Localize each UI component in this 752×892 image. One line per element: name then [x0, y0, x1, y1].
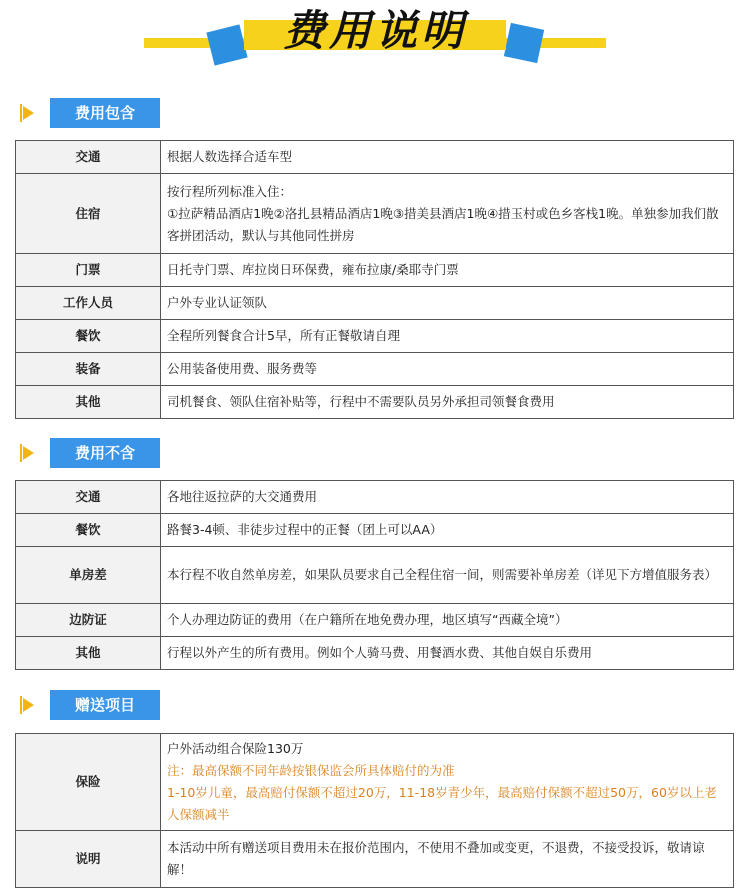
gifts-table — [15, 733, 734, 888]
table-row — [16, 604, 734, 637]
row-key: 交通 — [16, 481, 161, 514]
page-title: 费用说明 — [282, 6, 467, 55]
table-row — [16, 637, 734, 670]
row-value-line: 按行程所列标准入住： — [167, 183, 293, 199]
insurance-note: 注：最高保额不同年龄按银保监会所具体赔付的为准 — [167, 763, 455, 778]
row-value: 司机餐食、领队住宿补贴等，行程中不需要队员另外承担司领餐食费用 — [161, 386, 734, 419]
row-key: 其他 — [16, 637, 161, 670]
row-value: 户外专业认证领队 — [161, 287, 734, 320]
row-key: 其他 — [16, 386, 161, 419]
row-value: 公用装备使用费、服务费等 — [161, 353, 734, 386]
table-row — [16, 320, 734, 353]
table-row — [16, 831, 734, 888]
table-row — [16, 254, 734, 287]
row-value: 日托寺门票、库拉岗日环保费，雍布拉康/桑耶寺门票 — [161, 254, 734, 287]
section-label: 费用不含 — [50, 438, 160, 468]
row-key: 边防证 — [16, 604, 161, 637]
row-key: 单房差 — [16, 547, 161, 604]
row-key: 住宿 — [16, 174, 161, 254]
insurance-age-limits: 1-10岁儿童，最高赔付保额不超过20万，11-18岁青少年，最高赔付保额不超过50万，60岁以上老人保额减半 — [167, 785, 717, 822]
row-key: 说明 — [16, 831, 161, 888]
table-row — [16, 514, 734, 547]
row-key: 工作人员 — [16, 287, 161, 320]
table-row — [16, 174, 734, 254]
row-value — [161, 734, 734, 831]
section-label: 赠送项目 — [50, 690, 160, 720]
row-value — [161, 174, 734, 254]
section-label: 费用包含 — [50, 98, 160, 128]
table-row — [16, 547, 734, 604]
table-row — [16, 734, 734, 831]
play-arrow-icon — [18, 444, 36, 462]
row-value: 本活动中所有赠送项目费用未在报价范围内，不使用不叠加或变更，不退费，不接受投诉，敬请谅解！ — [161, 831, 734, 888]
banner-square-left — [206, 24, 247, 65]
insurance-amount: 户外活动组合保险130万 — [167, 741, 304, 756]
table-row — [16, 353, 734, 386]
row-key: 餐饮 — [16, 320, 161, 353]
row-value: 全程所列餐食合计5早，所有正餐敬请自理 — [161, 320, 734, 353]
row-key: 装备 — [16, 353, 161, 386]
row-value: 本行程不收自然单房差，如果队员要求自己全程住宿一间，则需要补单房差（详见下方增值服务表） — [161, 547, 734, 604]
row-value-line: ①拉萨精品酒店1晚②洛扎县精品酒店1晚③措美县酒店1晚④措玉村或色乡客栈1晚。单独参加我们散客拼团活动，默认与其他同性拼房 — [167, 205, 719, 243]
row-key: 保险 — [16, 734, 161, 831]
row-key: 餐饮 — [16, 514, 161, 547]
row-value: 根据人数选择合适车型 — [161, 141, 734, 174]
table-row — [16, 141, 734, 174]
table-row — [16, 386, 734, 419]
row-value: 个人办理边防证的费用（在户籍所在地免费办理，地区填写“西藏全境”） — [161, 604, 734, 637]
table-row — [16, 287, 734, 320]
included-table — [15, 140, 734, 419]
excluded-table — [15, 480, 734, 670]
row-key: 交通 — [16, 141, 161, 174]
title-banner — [0, 0, 752, 70]
banner-square-right — [504, 23, 544, 63]
play-arrow-icon — [18, 696, 36, 714]
row-value: 各地往返拉萨的大交通费用 — [161, 481, 734, 514]
row-value: 行程以外产生的所有费用。例如个人骑马费、用餐酒水费、其他自娱自乐费用 — [161, 637, 734, 670]
row-key: 门票 — [16, 254, 161, 287]
row-value: 路餐3-4顿、非徒步过程中的正餐（团上可以AA） — [161, 514, 734, 547]
table-row — [16, 481, 734, 514]
play-arrow-icon — [18, 104, 36, 122]
